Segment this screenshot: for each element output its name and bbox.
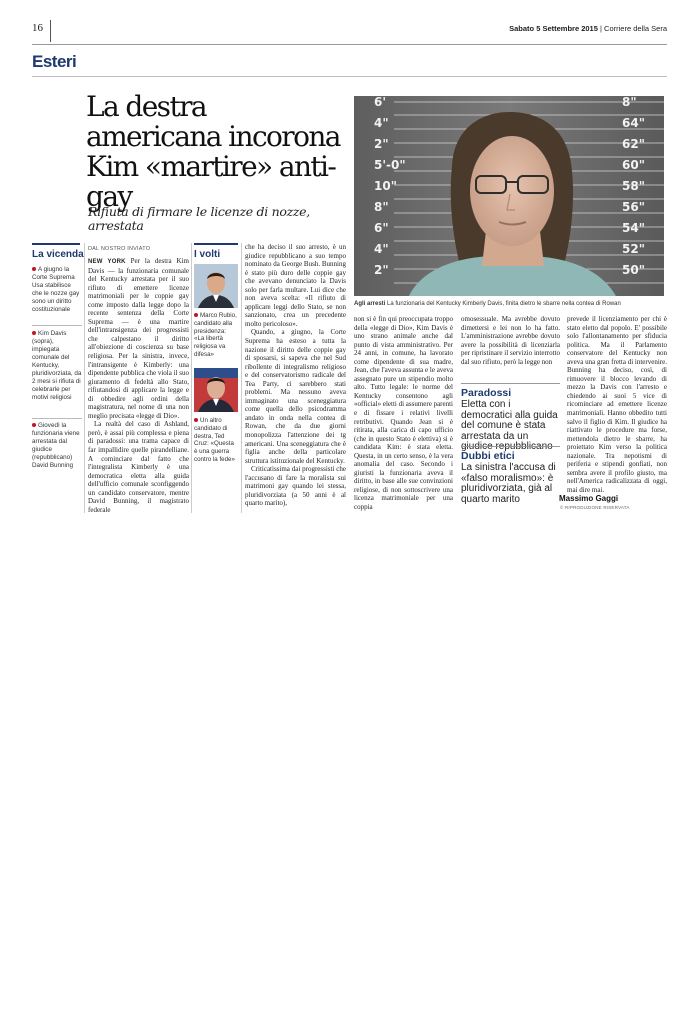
timeline-title: La vicenda xyxy=(32,249,84,260)
header-divider xyxy=(50,20,51,42)
height-mark: 52" xyxy=(622,242,645,256)
dateline: NEW YORK xyxy=(88,259,126,265)
byline-tag: DAL NOSTRO INVIATO xyxy=(88,246,151,252)
article-column-5 xyxy=(567,315,667,494)
cruz-image xyxy=(194,368,238,412)
timeline-divider xyxy=(32,418,82,419)
height-mark: 58" xyxy=(622,179,645,193)
headline: La destra americana incorona Kim «martire» anti-gay xyxy=(86,90,340,213)
header-rule xyxy=(32,44,667,45)
column-rule xyxy=(191,243,192,513)
article-column-4 xyxy=(461,315,560,366)
dubbi-etici-text: La sinistra l'accusa di «falso moralismo»: è pluridivorziata, già al quarto marito xyxy=(461,462,556,505)
height-mark: 54" xyxy=(622,221,645,235)
section-rule xyxy=(32,76,667,77)
box-rule xyxy=(461,383,560,384)
article-column-2 xyxy=(245,243,346,508)
timeline-item: Giovedì la funzionaria viene arrestata dal giudice (repubblicano) David Bunning xyxy=(32,422,80,469)
bullet-icon xyxy=(194,418,198,422)
paragraph: omosessuale. Ma avrebbe dovuto dimettersi e lei non lo ha fatto. L'amministrazione avrebbe dovuto avere la possibilità di licenziarla per ripristinare il servizio interrotto dal suo rifiuto, però la legge non xyxy=(461,315,560,366)
timeline-item: A giugno la Corte Suprema Usa stabilisce che le nozze gay sono un diritto costituzionale xyxy=(32,266,80,313)
bullet-icon xyxy=(32,423,36,427)
subheadline: Rifiuta di firmare le licenze di nozze, arrestata xyxy=(88,204,310,233)
timeline-divider xyxy=(32,325,82,326)
height-mark: 10" xyxy=(374,179,397,193)
header-dateline: Sabato 5 Settembre 2015 | Corriere della Sera xyxy=(509,24,667,33)
cruz-caption: Un altro candidato di destra, Ted Cruz: «Questa è una guerra contro la fede» xyxy=(194,417,235,463)
height-mark: 2" xyxy=(374,137,389,151)
bullet-icon xyxy=(194,313,198,317)
mugshot-photo xyxy=(354,96,664,296)
rubio-photo xyxy=(194,264,238,308)
height-mark: 2" xyxy=(374,263,389,277)
newspaper-name: Corriere della Sera xyxy=(604,24,667,33)
paragraph: La realtà del caso di Ashland, però, è assai più complessa e piena di paradossi: una trama capace di far impallidire quelle pirandelliane. A cominciare dal fatto che l'integralista Kimberly è una democratica eletta alla guida dell'ufficio comunale sconfiggendo un candidato conservatore, mentre David Bunning, il magistrato federale xyxy=(88,420,189,514)
paragraph: non si è fin qui preoccupata troppo della «legge di Dio», Kim Davis è uno strano animale anche dal punto di vista amministrativo. Per 24 anni, in comune, ha lavorato come dipendente di sua madre, Jean, che l'aveva assunta e le aveva assegnato pure un stipendio molto alto. Tutto legale: le norme del Kentucky consentono agli «official» eletti di assumere parenti e di fissare i relativi livelli retributivi. Quando Jean si è ritirata, alla carica di capo ufficio (che in questo Stato è elettiva) si è candidata Kim: è stata eletta. Questa, in un certo senso, è la vera anomalia del caso. Secondo i giuristi la funzionaria aveva il diritto, in base alle sue convinzioni religiose, di non sottoscrivere una licenza matrimoniale per una coppia xyxy=(354,315,454,512)
timeline-rule xyxy=(32,243,80,245)
box-rule xyxy=(461,446,560,447)
paradossi-title: Paradossi xyxy=(461,387,512,399)
timeline-item: Kim Davis (sopra), impiegata comunale del Kentucky, pluridivorziata, da 2 mesi si rifiuta di celebrarle per motivi religiosi xyxy=(32,330,82,401)
photo-caption xyxy=(354,300,669,308)
height-mark: 56" xyxy=(622,200,645,214)
caption-label: Agli arresti xyxy=(354,301,386,307)
height-mark: 4" xyxy=(374,116,389,130)
rubio-caption: Marco Rubio, candidato alla presidenza: «La libertà religiosa va difesa» xyxy=(194,312,237,358)
height-mark: 5'-0" xyxy=(374,158,406,172)
height-mark: 6" xyxy=(374,221,389,235)
faces-rule xyxy=(194,243,238,245)
cruz-photo xyxy=(194,368,238,412)
paragraph: Quando, a giugno, la Corte Suprema ha esteso a tutta la nazione il diritto delle coppie gay di sposarsi, si sapeva che nel Sud ribollente di integralismo religioso e del conservatorismo radicale del Tea Party, ci sarebbero stati problemi. Ma nessuno aveva immaginato una sceneggiatura come quella dello psicodramma andato in onda nella contea di Rowan, che da due giorni monopolizza l'attenzione dei tg americani. Una sceneggiatura che è figlia anche della particolare struttura istituzionale del Kentucky. xyxy=(245,328,346,465)
bullet-icon xyxy=(32,331,36,335)
article-column-3 xyxy=(354,315,453,512)
height-mark: 6' xyxy=(374,96,387,109)
issue-date: Sabato 5 Settembre 2015 xyxy=(509,24,598,33)
author-signature: Massimo Gaggi xyxy=(559,494,619,503)
paragraph: Criticatissima dai progressisti che l'accusano di fare la moralista sui matrimoni gay quando lei stessa, pluridivorziata (a 50 anni è al quarto marito), xyxy=(245,465,346,508)
faces-title: I volti xyxy=(194,249,221,260)
height-mark: 60" xyxy=(622,158,645,172)
column-rule xyxy=(241,243,242,513)
paragraph: che ha deciso il suo arresto, è un giudice repubblicano a suo tempo nominato da George Bush. Bunning è stato più duro delle coppie gay che avevano denunciato la Davis solo per farla multare. Lui dice che non aveva scelta: «Il rifiuto di applicare leggi dello Stato, se non sanzionato, crea un precedente molto pericoloso». xyxy=(245,243,346,328)
height-mark: 8" xyxy=(374,200,389,214)
height-mark: 62" xyxy=(622,137,645,151)
dubbi-etici-title: Dubbi etici xyxy=(461,450,515,462)
page-number: 16 xyxy=(32,22,43,34)
section-title: Esteri xyxy=(32,52,77,71)
bullet-icon xyxy=(32,267,36,271)
height-mark: 8" xyxy=(622,96,637,109)
height-mark: 50" xyxy=(622,263,645,277)
article-column-1 xyxy=(88,257,189,514)
mugshot-image xyxy=(354,96,664,296)
paragraph: NEW YORK Per la destra Kim Davis — la funzionaria comunale del Kentucky arrestata per il suo rifiuto di emettere licenze matrimoniali per le coppie gay come imposto dalla legge dopo la recente sentenza della Corte Suprema — è una martire dell'intransigenza dei progressisti che calpestano il diritto all'obiezione di coscienza su base religiosa. Per la sinistra, invece, l'intransigente è Kimberly: una dipendente pubblica che viola il suo giuramento di fedeltà allo Stato, rifiutandosi di applicare la legge e di obbedire agli ordini della magistratura, nel nome di una non meglio precisata «legge di Dio». xyxy=(88,257,190,420)
paragraph: prevede il licenziamento per chi è stato eletto dal popolo. E' possibile solo l'allontanamento per sfiducia politica. Ma il Parlamento conservatore del Kentucky non aveva una gran fretta di intervenire. Bunning ha deciso, così, di rimuovere il blocco levando di mezzo la Davis con l'arresto e chiedendo ai suoi 5 vice di ricominciare ad emettere licenze matrimoniali. Hanno obbedito tutti salvo il figlio di Kim. Il giudice ha riattivato le procedure ma forse, mettendola dietro le sbarre, ha proiettato Kim verso la politica nazionale. Tra nepotismi di periferia e stipendi gonfiati, non sembra avere il profilo giusto, ma nell'America radicalizzata di oggi, mai dire mai. xyxy=(567,315,667,494)
column-rule xyxy=(84,243,85,513)
height-mark: 64" xyxy=(622,116,645,130)
rubio-image xyxy=(194,264,238,308)
height-mark: 4" xyxy=(374,242,389,256)
caption-text: La funzionaria del Kentucky Kimberly Davis, finita dietro le sbarre nella contea di Rowan xyxy=(387,301,621,307)
copyright-notice: © RIPRODUZIONE RISERVATA xyxy=(560,505,630,510)
paradossi-text: Eletta con i democratici alla guida del comune è stata arrestata da un xyxy=(461,399,558,442)
